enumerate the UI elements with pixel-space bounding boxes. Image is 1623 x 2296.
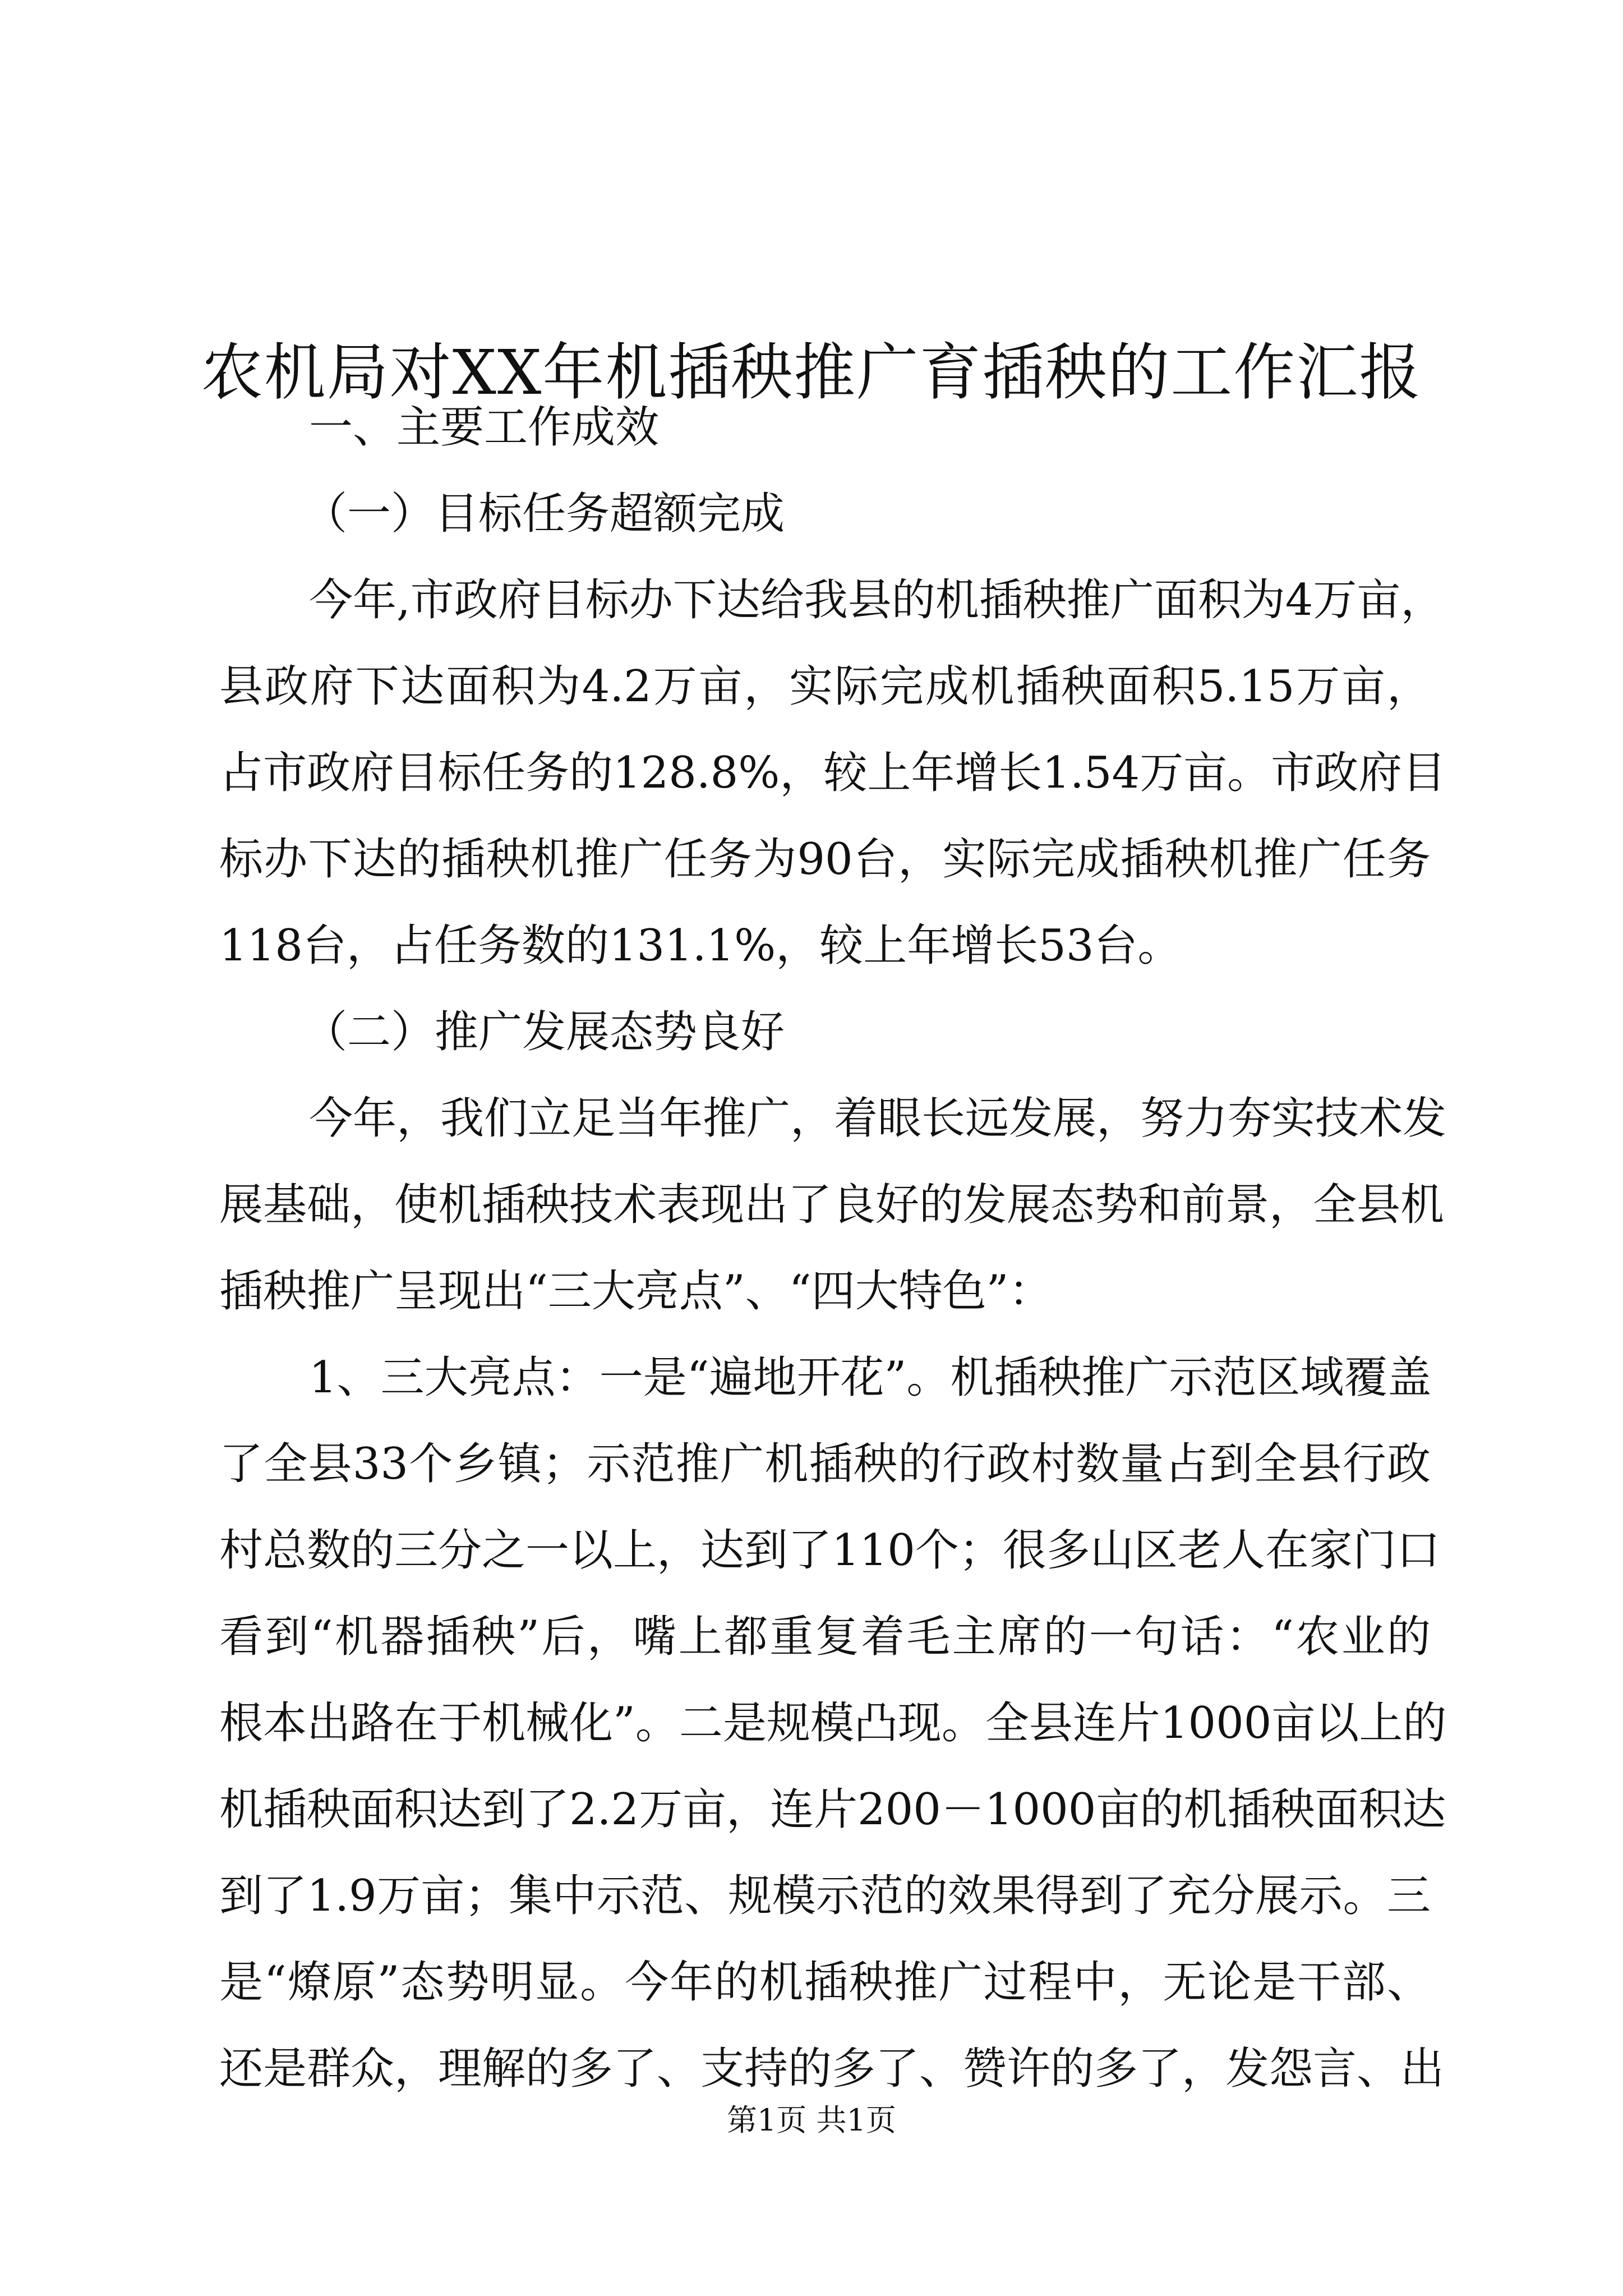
- paragraph-line: 今年，我们立足当年推广，着眼长远发展，努力夯实技术发: [309, 1093, 1447, 1144]
- paragraph-line: 1、三大亮点：一是“遍地开花”。机插秧推广示范区域覆盖: [309, 1352, 1432, 1403]
- page-footer: 第1页 共1页: [727, 2102, 896, 2138]
- paragraph-line: 到了1.9万亩；集中示范、规模示范的效果得到了充分展示。三: [219, 1871, 1431, 1921]
- paragraph-line: 还是群众，理解的多了、支持的多了、赞许的多了，发怨言、出: [219, 2044, 1445, 2094]
- paragraph-line: 县政府下达面积为4.2万亩，实际完成机插秧面积5.15万亩，: [219, 661, 1431, 712]
- paragraph-line: 展基础，使机插秧技术表现出了良好的发展态势和前景，全县机: [219, 1180, 1445, 1230]
- paragraph-line: 机插秧面积达到了2.2万亩，连片200－1000亩的机插秧面积达: [219, 1784, 1446, 1835]
- paragraph-line: 了全县33个乡镇；示范推广机插秧的行政村数量占到全县行政: [219, 1439, 1431, 1489]
- paragraph-line: 是“燎原”态势明显。今年的机插秧推广过程中，无论是干部、: [219, 1957, 1431, 2008]
- paragraph-line: 占市政府目标任务的128.8%，较上年增长1.54万亩。市政府目: [219, 748, 1446, 798]
- document-body: [219, 384, 1447, 2112]
- paragraph-line: 插秧推广呈现出“三大亮点”、“四大特色”：: [219, 1266, 1053, 1317]
- paragraph-line: 标办下达的插秧机推广任务为90台，实际完成插秧机推广任务: [219, 834, 1431, 885]
- subsection-heading: （二）推广发展态势良好: [303, 1007, 785, 1057]
- paragraph-line: 看到“机器插秧”后，嘴上都重复着毛主席的一句话：“农业的: [219, 1612, 1431, 1662]
- paragraph-line: 今年,市政府目标办下达给我县的机插秧推广面积为4万亩，: [309, 575, 1445, 625]
- paragraph-line: 118台，占任务数的131.1%，较上年增长53台。: [219, 921, 1182, 971]
- paragraph-line: 根本出路在于机械化”。二是规模凸现。全县连片1000亩以上的: [219, 1698, 1447, 1749]
- section-heading: 一、主要工作成效: [309, 402, 660, 453]
- subsection-heading: （一）目标任务超额完成: [303, 489, 785, 539]
- paragraph-line: 村总数的三分之一以上，达到了110个；很多山区老人在家门口: [219, 1525, 1440, 1576]
- document-title: 农机局对XX年机插秧推广育插秧的工作汇报: [201, 336, 1422, 408]
